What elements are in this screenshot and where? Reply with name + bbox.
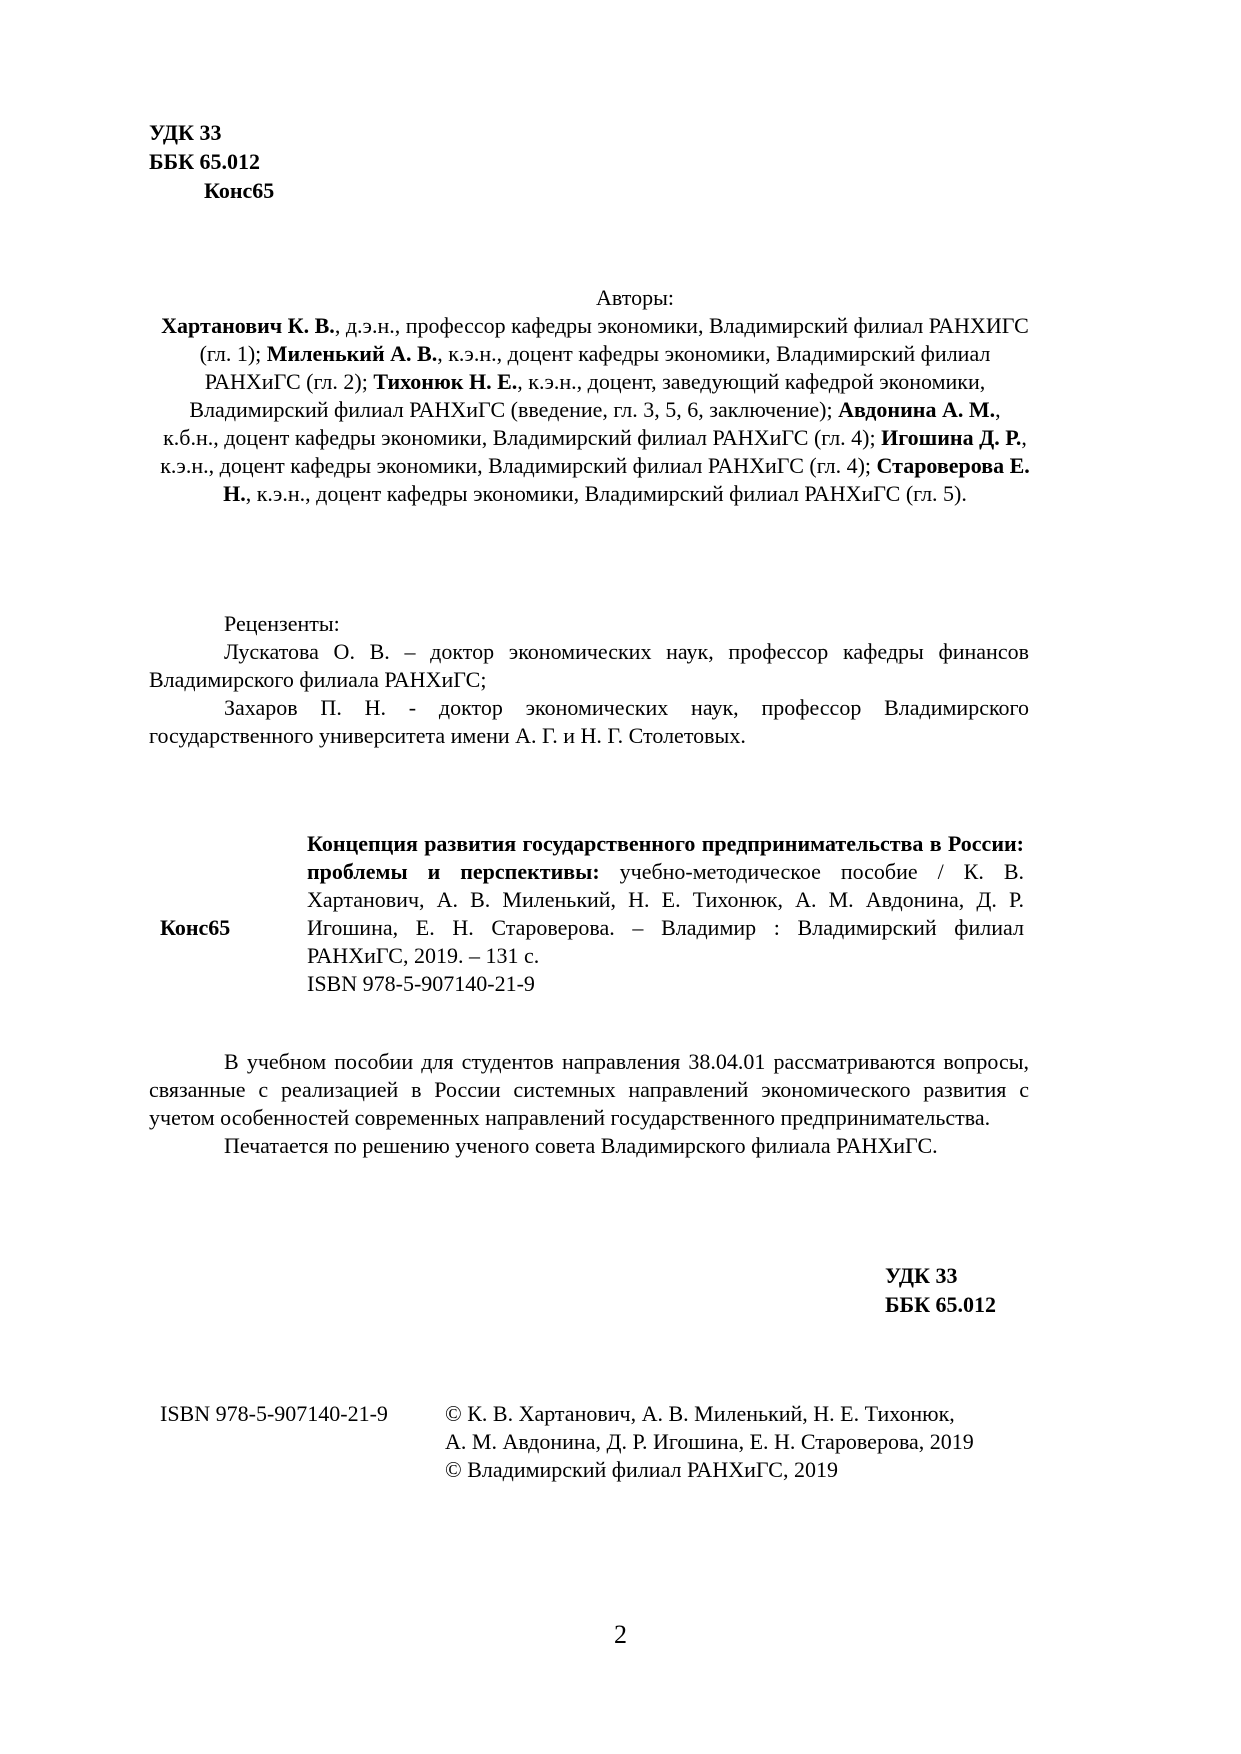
author-name: Авдонина А. М.: [838, 397, 996, 422]
header-classification-codes: [149, 118, 274, 205]
annotation-paragraph: В учебном пособии для студентов направления 38.04.01 рассматриваются вопросы, связанные с реализацией в России системных направлений экономического развития с учетом особенностей современных направлений государственного предпринимательства.: [149, 1049, 1029, 1130]
bbk-code: ББК 65.012: [885, 1292, 997, 1317]
footer-classification-codes: [885, 1261, 996, 1319]
copyright-notice: [445, 1400, 1213, 1484]
copyright-line: © Владимирский филиал РАНХиГС, 2019: [445, 1457, 838, 1482]
udk-code: УДК 33: [885, 1263, 958, 1288]
catalog-isbn: ISBN 978-5-907140-21-9: [307, 971, 535, 996]
reviewers-section: [149, 610, 1029, 750]
authors-heading: Авторы:: [596, 285, 674, 310]
author-details: , к.э.н., доцент, заведующий кафедрой экономики, Владимирский филиал РАНХиГС (введение, гл. 3, 5, 6, заключение);: [189, 369, 986, 422]
book-title: Концепция развития государственного предпринимательства в России: проблемы и перспективы:: [307, 831, 1024, 884]
author-name: Тихонюк Н. Е.: [373, 369, 518, 394]
copyright-isbn: ISBN 978-5-907140-21-9: [160, 1401, 388, 1426]
annotation-section: [149, 1048, 1029, 1160]
author-details: , к.б.н., доцент кафедры экономики, Владимирский филиал РАНХиГС (гл. 4);: [163, 397, 1001, 450]
page-number: 2: [614, 1620, 627, 1649]
copyright-line: © К. В. Хартанович, А. В. Миленький, Н. Е. Тихонюк,: [445, 1401, 955, 1426]
author-details: , к.э.н., доцент кафедры экономики, Владимирский филиал РАНХиГС (гл. 5).: [245, 481, 967, 506]
copyright-line: А. М. Авдонина, Д. Р. Игошина, Е. Н. Староверова, 2019: [445, 1429, 974, 1454]
author-mark: Конс65: [204, 178, 275, 203]
udk-code: УДК 33: [149, 120, 222, 145]
author-name: Миленький А. В.: [266, 341, 438, 366]
reviewer-entry: Захаров П. Н. - доктор экономических наук, профессор Владимирского государственного университета имени А. Г. и Н. Г. Столетовых.: [149, 695, 1029, 748]
authors-list: [160, 312, 1030, 508]
author-name: Игошина Д. Р.: [881, 425, 1022, 450]
catalog-card-code: Конс65: [160, 915, 231, 940]
book-description: учебно-методическое пособие / К. В. Хартанович, А. В. Миленький, Н. Е. Тихонюк, А. М. Авдонина, Д. Р. Игошина, Е. Н. Староверова. – Владимир : Владимирский филиал РАНХиГС, 2019. – 131 с.: [307, 859, 1024, 968]
reviewer-entry: Лускатова О. В. – доктор экономических наук, профессор кафедры финансов Владимирского филиала РАНХиГС;: [149, 639, 1029, 692]
approval-note: Печатается по решению ученого совета Владимирского филиала РАНХиГС.: [224, 1133, 938, 1158]
author-details: , к.э.н., доцент кафедры экономики, Владимирский филиал РАНХиГС (гл. 4);: [160, 425, 1027, 478]
authors-section: [160, 284, 1030, 508]
author-details: , д.э.н., профессор кафедры экономики, Владимирский филиал РАНХИГС (гл. 1);: [199, 313, 1029, 366]
catalog-card: [307, 830, 1024, 998]
author-name: Хартанович К. В.: [161, 313, 335, 338]
reviewers-heading: Рецензенты:: [224, 611, 340, 636]
author-details: , к.э.н., доцент кафедры экономики, Владимирский филиал РАНХиГС (гл. 2);: [204, 341, 991, 394]
bbk-code: ББК 65.012: [149, 149, 261, 174]
author-name: Староверова Е. Н.: [223, 453, 1030, 506]
